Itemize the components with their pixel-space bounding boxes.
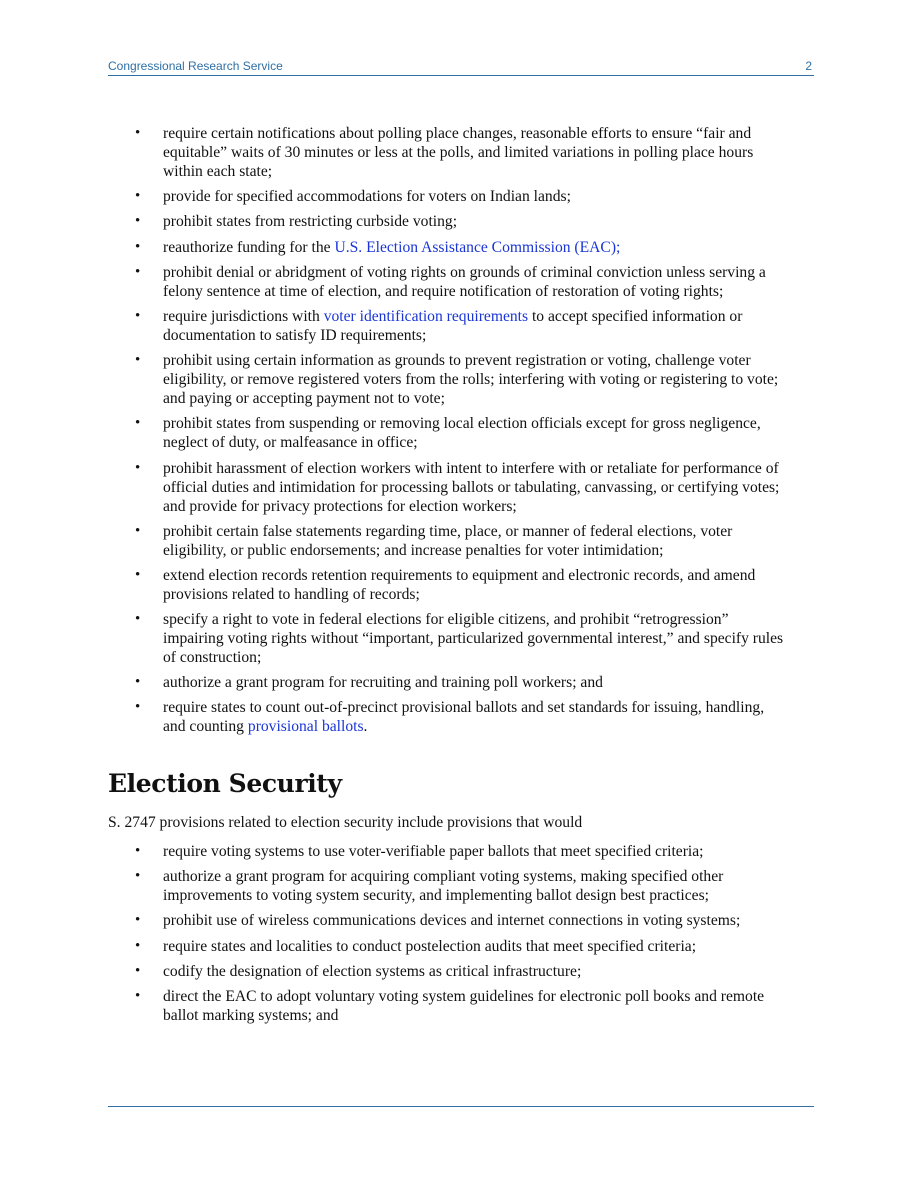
list-item bbox=[108, 263, 788, 301]
list-item-text: direct the EAC to adopt voluntary voting system guidelines for electronic poll books and remote ballot marking systems; and bbox=[163, 987, 765, 1024]
list-item-text: require states and localities to conduct postelection audits that meet specified criteria; bbox=[163, 937, 697, 955]
list-item bbox=[108, 307, 788, 345]
list-item-text: prohibit use of wireless communications devices and internet connections in voting systems; bbox=[163, 912, 741, 930]
list-item bbox=[108, 987, 798, 1025]
list-item-text: prohibit certain false statements regarding time, place, or manner of federal elections, voter eligibility, or public endorsements; and increase penalties for voter intimidation; bbox=[163, 522, 733, 559]
list-item-text: reauthorize funding for the bbox=[163, 238, 335, 256]
list-item-text: . bbox=[363, 718, 368, 736]
list-item bbox=[108, 238, 788, 257]
list-item-text: require certain notifications about polling place changes, reasonable efforts to ensure “fair and equitable” waits of 30 minutes or less at the polls, and limited variations in polling place hours within each state; bbox=[163, 125, 754, 180]
list-item bbox=[108, 187, 788, 206]
list-item bbox=[108, 937, 798, 956]
provisions-list bbox=[108, 124, 788, 743]
list-item bbox=[108, 124, 788, 181]
list-item bbox=[108, 842, 798, 861]
list-item-text: prohibit using certain information as grounds to prevent registration or voting, challenge voter eligibility, or remove registered voters from the rolls; interfering with voting or registering to vote; and paying or accepting payment not to vote; bbox=[163, 352, 779, 408]
list-item bbox=[108, 414, 788, 452]
list-item bbox=[108, 212, 788, 231]
list-item-text: require states to count out-of-precinct provisional ballots and set standards for issuing, handling, and counting bbox=[163, 699, 765, 736]
list-item bbox=[108, 911, 798, 930]
list-item bbox=[108, 673, 788, 692]
list-item-text: prohibit denial or abridgment of voting rights on grounds of criminal conviction unless serving a felony sentence at time of election, and require notification of restoration of voting rights; bbox=[163, 263, 766, 300]
section-intro: S. 2747 provisions related to election security include provisions that would bbox=[108, 814, 583, 831]
page-number: 2 bbox=[805, 59, 812, 73]
list-item bbox=[108, 566, 788, 604]
list-item-text: require jurisdictions with bbox=[163, 307, 324, 325]
list-item bbox=[108, 522, 788, 560]
list-item-text: to accept specified information or documentation to satisfy ID requirements; bbox=[163, 307, 743, 344]
page-header bbox=[108, 57, 814, 76]
list-item bbox=[108, 698, 788, 736]
list-item-text: require voting systems to use voter-verifiable paper ballots that meet specified criteria; bbox=[163, 843, 704, 860]
list-item bbox=[108, 962, 798, 981]
list-item bbox=[108, 867, 798, 905]
list-item-text: authorize a grant program for recruiting and training poll workers; and bbox=[163, 674, 603, 692]
list-item-text: provide for specified accommodations for voters on Indian lands; bbox=[163, 188, 571, 206]
list-item-text: specify a right to vote in federal elections for eligible citizens, and prohibit “retrogression” impairing voting rights without “important, particularized governmental interest,” and specify rules of construction; bbox=[163, 611, 784, 667]
section-heading: Election Security bbox=[108, 769, 342, 798]
list-item-text: prohibit states from suspending or removing local election officials except for gross negligence, neglect of duty, or malfeasance in office; bbox=[163, 415, 761, 452]
list-item bbox=[108, 610, 788, 667]
inline-link[interactable]: U.S. Election Assistance Commission (EAC); bbox=[334, 238, 621, 256]
inline-link[interactable]: provisional ballots bbox=[247, 718, 364, 736]
footer-rule bbox=[108, 1106, 814, 1107]
list-item bbox=[108, 351, 788, 408]
list-item-text: authorize a grant program for acquiring compliant voting systems, making specified other improvements to voting system security, and implementing ballot design best practices; bbox=[163, 868, 724, 905]
list-item-text: extend election records retention requirements to equipment and electronic records, and amend provisions related to handling of records; bbox=[163, 566, 756, 603]
list-item-text: prohibit states from restricting curbside voting; bbox=[163, 213, 458, 231]
list-item bbox=[108, 459, 788, 516]
header-org-name: Congressional Research Service bbox=[108, 59, 283, 73]
inline-link[interactable]: voter identification requirements bbox=[323, 307, 529, 325]
election-security-list bbox=[108, 842, 798, 1031]
list-item-text: prohibit harassment of election workers with intent to interfere with or retaliate for performance of official duties and intimidation for processing ballots or tabulating, canvassing, or certifying votes; and provide for privacy protections for election workers; bbox=[163, 459, 780, 515]
list-item-text: codify the designation of election systems as critical infrastructure; bbox=[163, 962, 582, 980]
